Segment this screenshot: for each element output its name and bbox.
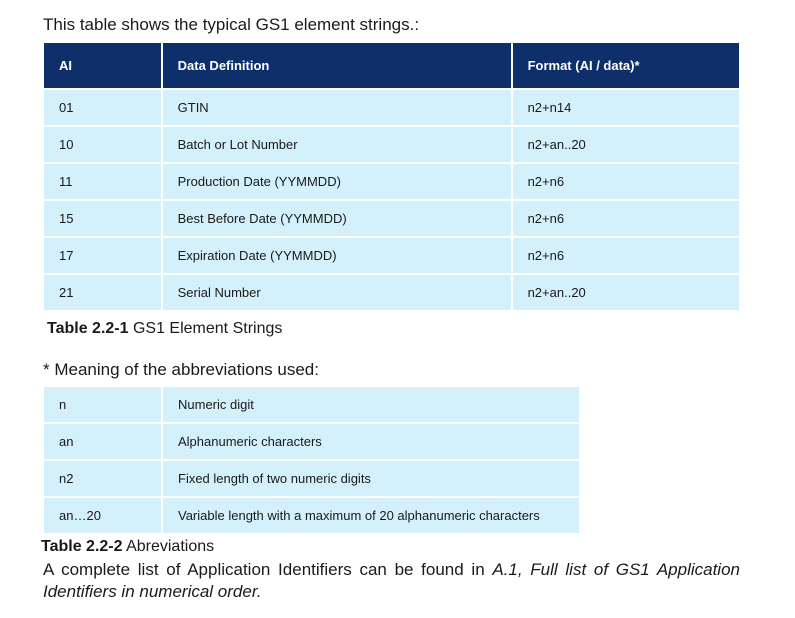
table-row <box>44 387 579 422</box>
abbreviations-table <box>42 385 581 535</box>
header-data-definition: Data Definition <box>163 43 511 88</box>
table-row <box>44 275 739 310</box>
note-reference: A.1, Full list of GS1 Application Identifiers in numerical order. <box>43 560 740 601</box>
cell-ai: 15 <box>44 201 161 236</box>
cell-definition: Expiration Date (YYMMDD) <box>163 238 511 273</box>
cell-ai: 11 <box>44 164 161 199</box>
table-row <box>44 201 739 236</box>
cell-definition: Best Before Date (YYMMDD) <box>163 201 511 236</box>
cell-ai: 10 <box>44 127 161 162</box>
table-row <box>44 127 739 162</box>
table-row <box>44 90 739 125</box>
cell-meaning: Fixed length of two numeric digits <box>163 461 579 496</box>
cell-format: n2+n14 <box>513 90 739 125</box>
cell-format: n2+an..20 <box>513 275 739 310</box>
cell-ai: 01 <box>44 90 161 125</box>
cell-meaning: Variable length with a maximum of 20 alphanumeric characters <box>163 498 579 533</box>
note-text: A complete list of Application Identifiers can be found in <box>43 560 493 579</box>
cell-abbreviation: n2 <box>44 461 161 496</box>
header-ai: AI <box>44 43 161 88</box>
table2-caption <box>41 538 214 556</box>
table-row <box>44 238 739 273</box>
table2-caption-text: Abreviations <box>126 538 215 555</box>
cell-abbreviation: an <box>44 424 161 459</box>
cell-meaning: Numeric digit <box>163 387 579 422</box>
gs1-element-strings-table <box>42 41 741 312</box>
cell-format: n2+n6 <box>513 201 739 236</box>
table-row <box>44 498 579 533</box>
table-row <box>44 164 739 199</box>
cell-abbreviation: n <box>44 387 161 422</box>
table-row <box>44 461 579 496</box>
cell-format: n2+n6 <box>513 238 739 273</box>
cell-format: n2+an..20 <box>513 127 739 162</box>
abbreviations-intro: * Meaning of the abbreviations used: <box>43 360 319 379</box>
header-format: Format (AI / data)* <box>513 43 739 88</box>
intro-text: This table shows the typical GS1 element strings.: <box>43 15 420 34</box>
cell-abbreviation: an…20 <box>44 498 161 533</box>
cell-definition: GTIN <box>163 90 511 125</box>
table-header-row <box>44 43 739 88</box>
cell-ai: 21 <box>44 275 161 310</box>
cell-definition: Batch or Lot Number <box>163 127 511 162</box>
cell-definition: Serial Number <box>163 275 511 310</box>
cell-ai: 17 <box>44 238 161 273</box>
table1-caption-text: GS1 Element Strings <box>132 320 283 337</box>
table2-caption-number: Table 2.2-2 <box>41 538 123 555</box>
cell-format: n2+n6 <box>513 164 739 199</box>
cell-meaning: Alphanumeric characters <box>163 424 579 459</box>
table1-caption <box>47 320 282 338</box>
table-row <box>44 424 579 459</box>
cell-definition: Production Date (YYMMDD) <box>163 164 511 199</box>
table1-caption-number: Table 2.2-1 <box>47 320 129 337</box>
reference-note <box>43 559 740 603</box>
